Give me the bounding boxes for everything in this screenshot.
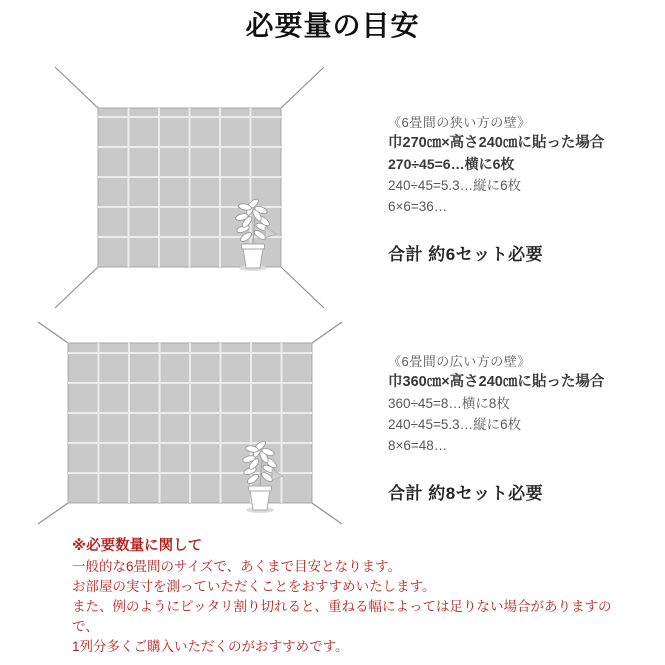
perspective-line [38,503,68,524]
case-line: 巾270㎝×高さ240㎝に貼った場合 [388,135,605,151]
case-line: 巾360㎝×高さ240㎝に貼った場合 [388,374,605,390]
plant-pot-rim [242,244,265,249]
plant-pot-rim [249,486,272,491]
section-heading: 《6畳間の狭い方の壁》 [388,115,531,130]
calc-line-vertical: 240÷45=5.3…縦に6枚 [388,417,522,432]
room-diagram-narrow-wall [50,60,380,312]
perspective-line [312,322,342,343]
perspective-line [55,67,98,108]
note-heading: ※必要数量に関して [72,538,203,554]
plant-pot [250,490,270,510]
perspective-line [281,67,324,108]
section-heading: 《6畳間の広い方の壁》 [388,354,531,369]
page-title: 必要量の目安 [245,11,420,42]
total-sets-required: 合計 約6セット必要 [388,245,544,264]
calc-line-multiply: 6×6=36… [388,199,448,214]
room-diagram-wide-wall [30,300,360,535]
calc-line-multiply: 8×6=48… [388,438,448,453]
note-line: お部屋の実寸を測っていただくことをおすすめいたします。 [72,579,436,594]
perspective-line [312,503,342,524]
plant-pot [243,248,263,268]
note-required-quantity [72,536,632,657]
calc-line-horizontal: 360÷45=8…横に8枚 [388,396,510,411]
perspective-line [38,322,68,343]
calc-line-horizontal: 270÷45=6…横に6枚 [388,156,515,172]
note-line: 一般的な6畳間のサイズで、あくまで目安となります。 [72,559,402,574]
calc-line-vertical: 240÷45=5.3…縦に6枚 [388,178,522,193]
note-line: また、例のようにピッタリ割り切れると、重ねる幅によっては足りない場合がありますので、 [72,599,612,634]
total-sets-required: 合計 約8セット必要 [388,484,544,503]
calc-block-wide-wall [388,351,658,506]
calc-block-narrow-wall [388,112,658,267]
note-line: 1列分多くご購入いただくのがおすすめです。 [72,639,349,654]
